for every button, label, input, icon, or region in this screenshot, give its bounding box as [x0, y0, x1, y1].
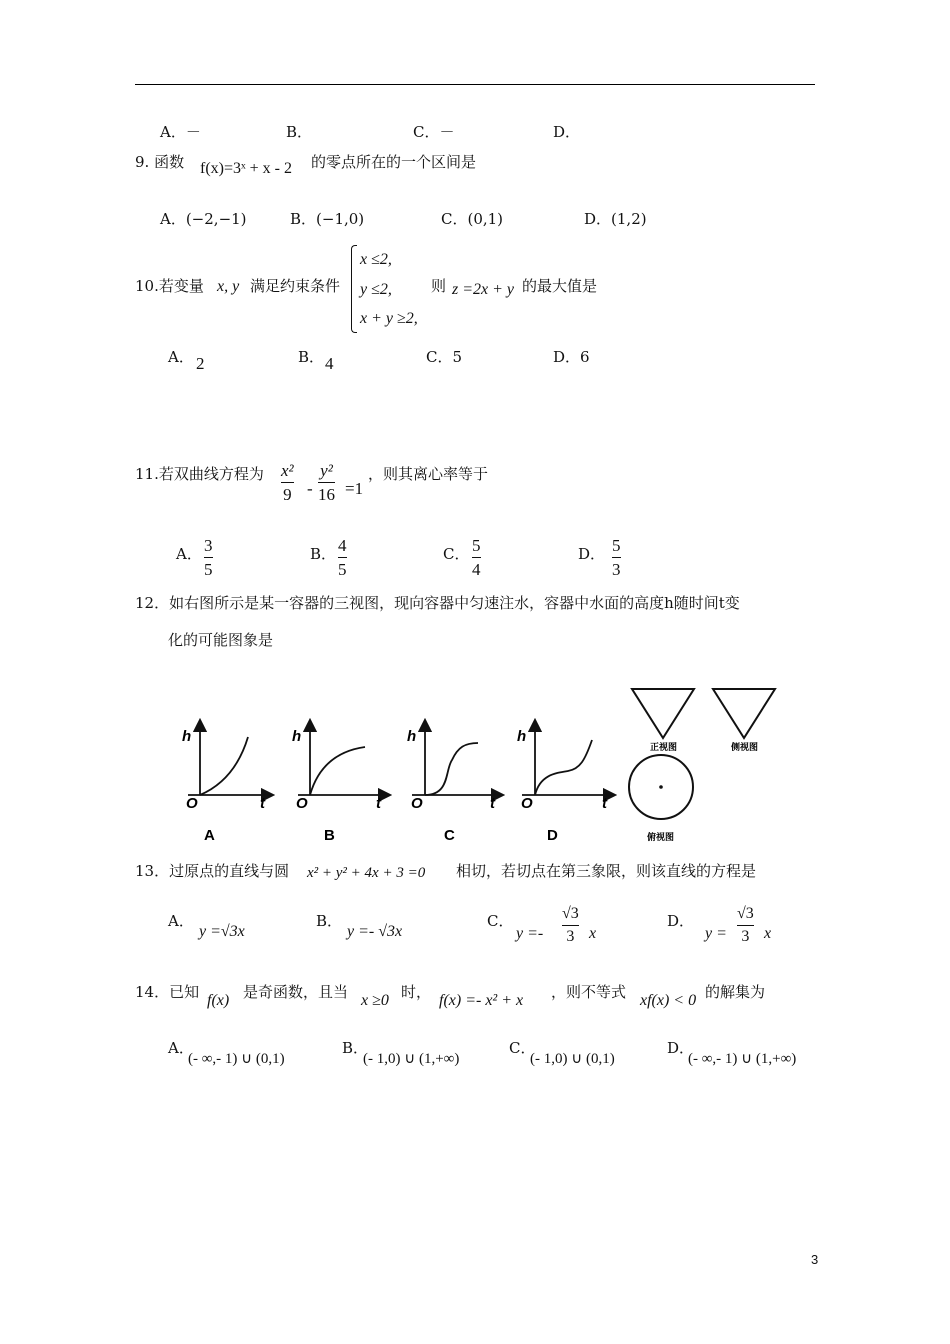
- fraction-bar: [318, 482, 335, 483]
- q10-constraint-2: y ≤2,: [360, 281, 392, 298]
- q8-option-b: B．: [286, 123, 313, 141]
- q14-mid-3: ，则不等式: [551, 983, 627, 1001]
- q12-graph-b: [292, 725, 385, 844]
- q11-x-squared: x²: [281, 461, 294, 480]
- axis-t-label: t: [260, 795, 265, 812]
- q11-option-b-label: B．: [310, 545, 337, 563]
- graph-c-label: C: [444, 827, 455, 844]
- origin-label: O: [411, 795, 423, 812]
- fraction-bar: [612, 557, 621, 558]
- q14-suffix: 的解集为: [705, 983, 766, 1001]
- q13-option-b-label: B．: [316, 912, 343, 930]
- q11-option-c-label: C．: [443, 545, 470, 563]
- front-view-triangle: [632, 689, 694, 738]
- q11-option-a-label: A．: [176, 545, 202, 563]
- numerator: √3: [562, 905, 579, 922]
- q13-option-d-post: x: [764, 925, 772, 942]
- q9-option-b: B．(−1,0): [290, 210, 365, 228]
- q13-option-c-pre: y =-: [516, 925, 544, 942]
- q13-option-a-value: y =√3x: [199, 923, 245, 940]
- q11-option-d-label: D．: [578, 545, 606, 563]
- denominator: 3: [566, 928, 575, 945]
- q11-option-c-fraction: [472, 537, 481, 578]
- q9-prefix: 9. 函数: [135, 153, 185, 171]
- axis-t-label: t: [602, 795, 607, 812]
- q11-denominator-9: 9: [283, 485, 292, 504]
- q10-constraint-3: x + y ≥2,: [360, 310, 418, 327]
- q13-option-b-value: y =- √3x: [347, 923, 403, 940]
- q9-suffix: 的零点所在的一个区间是: [311, 153, 477, 171]
- q13-option-d-pre: y =: [705, 925, 727, 942]
- q8-option-d: D．: [553, 123, 581, 141]
- curve-a: [200, 737, 248, 795]
- q8-option-a: A．－: [160, 123, 201, 141]
- q11-option-b-fraction: [338, 537, 347, 578]
- q14-option-d-label: D．: [667, 1039, 695, 1057]
- denominator: 5: [338, 560, 347, 579]
- graph-b-label: B: [324, 827, 335, 844]
- q13-prefix: 13．过原点的直线与圆: [135, 862, 290, 880]
- denominator: 4: [472, 560, 481, 579]
- q14-option-c-value: (- 1,0) ∪ (0,1): [530, 1051, 615, 1067]
- q14-option-c-label: C．: [509, 1039, 536, 1057]
- q13-option-a-label: A．: [168, 912, 194, 930]
- q10-option-b-value: 4: [325, 354, 334, 373]
- q14-mid-1: 是奇函数，且当: [243, 983, 349, 1001]
- q11-equals-one: =1: [345, 479, 364, 498]
- q14-option-b-value: (- 1,0) ∪ (1,+∞): [363, 1051, 460, 1067]
- q10-option-a-label: A．: [168, 348, 194, 366]
- fraction-bar: [562, 925, 579, 926]
- q13-option-c-post: x: [589, 925, 597, 942]
- numerator: 5: [612, 536, 621, 555]
- axis-h-label: h: [407, 728, 417, 745]
- q11-option-d-fraction: [612, 537, 621, 578]
- header-rule: [135, 84, 815, 85]
- q8-option-c: C．－: [413, 123, 455, 141]
- q10-then: 则: [431, 277, 447, 295]
- q12-graph-a: [182, 725, 268, 844]
- denominator: 3: [741, 928, 750, 945]
- q11-denominator-16: 16: [318, 485, 335, 504]
- q12-graph-d: [517, 725, 610, 844]
- q9-option-a: A．(−2,−1): [160, 210, 247, 228]
- q10-option-c: C．5: [426, 348, 463, 366]
- axis-h-label: h: [292, 728, 302, 745]
- q12-figure: [160, 675, 820, 855]
- axis-h-label: h: [517, 728, 527, 745]
- numerator: √3: [737, 905, 754, 922]
- origin-label: O: [521, 795, 533, 812]
- q14-option-a-value: (- ∞,- 1) ∪ (0,1): [188, 1051, 285, 1067]
- q14-inequality: xf(x) < 0: [640, 992, 697, 1009]
- axis-t-label: t: [376, 795, 381, 812]
- q11-minus: -: [307, 479, 313, 498]
- fraction-bar: [281, 482, 294, 483]
- q10-option-b-label: B．: [298, 348, 325, 366]
- top-view-label: 俯视图: [647, 833, 675, 843]
- axis-t-label: t: [490, 795, 495, 812]
- q13-option-d-label: D．: [667, 912, 695, 930]
- front-view-label: 正视图: [650, 743, 678, 753]
- graph-a-label: A: [204, 827, 215, 844]
- top-view-center-dot: [659, 785, 663, 789]
- q13-circle-equation: x² + y² + 4x + 3 =0: [307, 865, 426, 881]
- q10-vars: x, y: [217, 278, 240, 295]
- q10-option-a-value: 2: [196, 354, 205, 373]
- q12-line-2: 化的可能图象是: [168, 631, 274, 649]
- curve-b: [310, 747, 365, 795]
- q12-line-1: 12．如右图所示是某一容器的三视图，现向容器中匀速注水，容器中水面的高度h随时间t变: [135, 594, 740, 612]
- q13-suffix: 相切，若切点在第三象限，则该直线的方程是: [456, 862, 757, 880]
- q13-option-c-label: C．: [487, 912, 514, 930]
- q11-prefix: 11.若双曲线方程为: [135, 465, 264, 483]
- numerator: 5: [472, 536, 481, 555]
- q12-graph-c: [407, 725, 498, 844]
- q14-option-b-label: B．: [342, 1039, 369, 1057]
- graph-d-label: D: [547, 827, 558, 844]
- q13-option-d-fraction: [737, 906, 754, 945]
- q10-constraint-1: x ≤2,: [360, 251, 392, 268]
- q10-objective: z =2x + y: [452, 281, 515, 298]
- q11-option-a-fraction: [204, 537, 213, 578]
- q11-fraction-y: [318, 462, 335, 503]
- origin-label: O: [296, 795, 308, 812]
- side-view-triangle: [713, 689, 775, 738]
- q10-mid: 满足约束条件: [250, 277, 341, 295]
- fraction-bar: [204, 557, 213, 558]
- q11-suffix: ，则其离心率等于: [368, 465, 489, 483]
- q10-prefix: 10.若变量: [135, 277, 204, 295]
- fraction-bar: [737, 925, 754, 926]
- q10-option-d: D．6: [553, 348, 590, 366]
- side-view-label: 侧视图: [731, 743, 759, 753]
- q9-option-c: C．(0,1): [441, 210, 504, 228]
- q14-option-a-label: A．: [168, 1039, 194, 1057]
- fraction-bar: [472, 557, 481, 558]
- q14-definition: f(x) =- x² + x: [439, 992, 524, 1009]
- numerator: 3: [204, 536, 213, 555]
- q11-y-squared: y²: [320, 461, 333, 480]
- q10-constraint-brace: [351, 245, 357, 333]
- q12-three-views: [629, 689, 775, 843]
- q13-option-c-fraction: [562, 906, 579, 945]
- q14-option-d-value: (- ∞,- 1) ∪ (1,+∞): [688, 1051, 797, 1067]
- page-number: 3: [811, 1252, 819, 1267]
- q10-suffix: 的最大值是: [522, 277, 598, 295]
- q14-condition: x ≥0: [361, 992, 389, 1009]
- curve-d: [535, 740, 592, 795]
- fraction-bar: [338, 557, 347, 558]
- numerator: 4: [338, 536, 347, 555]
- q14-prefix: 14．已知: [135, 983, 200, 1001]
- axis-h-label: h: [182, 728, 192, 745]
- origin-label: O: [186, 795, 198, 812]
- q14-fx: f(x): [207, 992, 230, 1009]
- curve-c: [425, 743, 478, 795]
- denominator: 3: [612, 560, 621, 579]
- denominator: 5: [204, 560, 213, 579]
- q9-option-d: D．(1,2): [584, 210, 647, 228]
- q9-formula: f(x)=3ˣ + x - 2: [200, 160, 292, 177]
- q14-mid-2: 时，: [401, 983, 432, 1001]
- q11-fraction-x: [281, 462, 294, 503]
